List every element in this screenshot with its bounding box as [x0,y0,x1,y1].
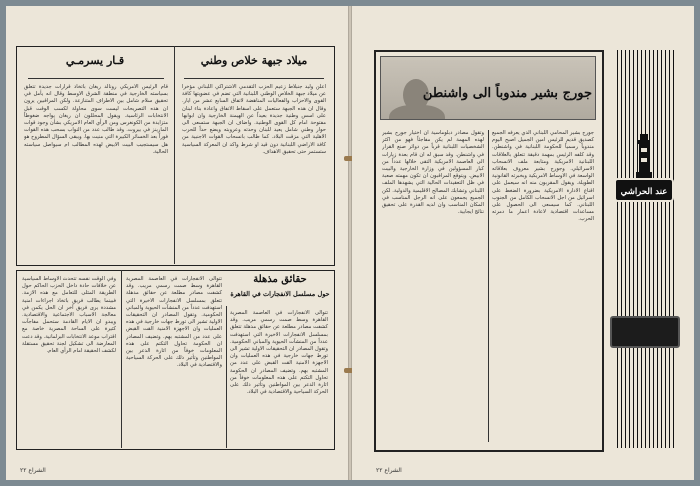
top-right-heading: ميلاد جبهة خلاص وطني [200,54,308,67]
top-left-article-text: قام الرئيس الامريكي رونالد ريغان باتخاذ قرارات جديدة تتعلق بسياسته الخارجية في منطقة الشرق الاوسط وقال انه يأمل في تحقيق سلام شامل بين الاطراف المتنازعة. ولكن المراقبين يرون ان هذه التصريحات ليست سوى محاولة لكسب الوقت قبل الانتخابات الرئاسية. ويقول المحللون ان ريغان يواجه ضغوطاً متزايدة من الكونغرس ومن الرأي العام الامريكي بشأن وجود قوات المارينز في بيروت. وقد طالب عدد من النواب بسحب هذه القوات فوراً بعد الخسائر الكبيرة التي منيت بها. ويبقى السؤال المطروح هو هل سيستجيب البيت الابيض لهذه المطالب ام سيواصل سياسته الحالية. [24,84,168,155]
top-column-divider [174,46,175,264]
top-right-article-text: اعلن وليد جنبلاط زعيم الحزب التقدمي الاشتراكي اللبناني مؤخراً عن ميلاد جبهة الخلاص الوطني اللبنانية التي تضم في عضويتها كافة القوى والاحزاب والفعاليات المناهضة لاتفاق السابع عشر من ايار. وقال ان هذه الجبهة ستعمل على اسقاط الاتفاق واعادة بناء لبنان على اسس وطنية جديدة بعيداً عن الهيمنة الخارجية وان ابوابها مفتوحة امام كل القوى الوطنية. واضاف ان الجبهة ستسعى الى حوار وطني شامل يعيد للبنان وحدته وعروبته ويضع حداً للحرب الاهلية التي مزقت البلاد. كما طالب بانسحاب القوات الاجنبية من كافة الاراضي اللبنانية دون قيد او شرط واكد ان المعركة السياسية ستستمر حتى تحقيق الاهداف. [182,84,326,155]
bottom-right-heading-2: حول مسلسل الانفجارات في القاهرة [230,290,330,298]
black-label-box [610,316,680,348]
top-left-heading: قـار يسرمـي [65,54,125,67]
top-right-heading-rule [184,78,324,79]
right-article-text-col-1: جورج بشير المحامي اللبناني الذي يعرفه الجميع كصديق قديم للرئيس امين الجميل اصبح اليوم مندوباً رسمياً للحكومة اللبنانية في واشنطن. وقد كلفه الرئيس بمهمة دقيقة تتعلق بالعلاقات اللبنانية الامريكية ومتابعة ملف الانسحاب الاسرائيلي. وجورج بشير معروف بعلاقاته الواسعة في الاوساط الامريكية وبخبرته القانونية الطويلة. ويقول المقربون منه انه سيعمل على اقناع الادارة الامريكية بضرورة الضغط على اسرائيل من اجل الانسحاب الكامل من الجنوب اللبناني. كما سيسعى الى الحصول على مساعدات اقتصادية لاعادة اعمار ما دمرته الحرب. [492,130,594,223]
bottom-left-article-text: وفي الوقت نفسه تتحدث الاوساط السياسية عن خلافات حادة داخل الحزب الحاكم حول الطريقة المثلى للتعامل مع هذه الازمة. فبينما يطالب فريق باتخاذ اجراءات امنية مشددة يرى فريق آخر ان الحل يكمن في معالجة الاسباب الاجتماعية والاقتصادية. ويبدو ان الايام القادمة ستحمل مفاجآت كثيرة على الساحة المصرية خاصة مع اقتراب موعد الانتخابات البرلمانية. وقد دعت المعارضة الى تشكيل لجنة تحقيق مستقلة لكشف الحقيقة امام الرأي العام. [22,276,116,355]
bottom-right-heading-1: حقائق مذهلة [253,274,307,285]
right-column-divider [488,130,489,442]
bottom-far-right-article-text: تتوالى الانفجارات في العاصمة المصرية القاهرة وسط صمت رسمي مريب. وقد كشفت مصادر مطلعة عن حقائق مذهلة تتعلق بمسلسل الانفجارات الاخيرة التي استهدفت عدداً من المنشآت الحيوية والمباني الحكومية. وتقول المصادر ان التحقيقات الاولية تشير الى تورط جهات خارجية في هذه العمليات وان الاجهزة الامنية القت القبض على عدد من المشتبه بهم. وتضيف المصادر ان الحكومة تحاول التكتم على هذه المعلومات خوفاً من اثارة الذعر بين المواطنين وتأثير ذلك على الحركة السياحية والاقتصادية في البلاد. [230,310,328,396]
decorative-stripe-panel [614,50,674,448]
top-left-heading-rule [28,78,164,79]
left-page-folio: الشراع ٢٢ [20,467,46,474]
right-page [352,6,694,480]
bottom-column-divider-2 [226,306,227,448]
right-page-folio: الشراع ٢٢ [376,467,402,474]
column-badge-label: عند الحراشي [620,187,668,197]
right-article-text-col-2: وتقول مصادر دبلوماسية ان اختيار جورج بشير لهذه المهمة لم يكن مفاجئاً فهو من اكثر الشخصيات اللبنانية قرباً من دوائر صنع القرار في واشنطن. وقد سبق له ان قام بعدة زيارات الى العاصمة الامريكية التقى خلالها عدداً من كبار المسؤولين في وزارة الخارجية والبيت الابيض. ويتوقع المراقبون ان تكون مهمته صعبة في ظل التعقيدات الحالية التي يشهدها الملف اللبناني وتشابك المصالح الاقليمية والدولية. لكن الجميع يجمعون على انه الرجل المناسب في المكان المناسب وان لديه القدرة على تحقيق نتائج ايجابية. [382,130,484,216]
left-page [6,6,348,480]
article-headline: جورج بشير مندوباً الى واشنطن [422,86,592,101]
bottom-right-article-text: تتوالى الانفجارات في العاصمة المصرية القاهرة وسط صمت رسمي مريب. وقد كشفت مصادر مطلعة عن حقائق مذهلة تتعلق بمسلسل الانفجارات الاخيرة التي استهدفت عدداً من المنشآت الحيوية والمباني الحكومية. وتقول المصادر ان التحقيقات الاولية تشير الى تورط جهات خارجية في هذه العمليات وان الاجهزة الامنية القت القبض على عدد من المشتبه بهم. وتضيف المصادر ان الحكومة تحاول التكتم على هذه المعلومات خوفاً من اثارة الذعر بين المواطنين وتأثير ذلك على الحركة السياحية والاقتصادية في البلاد. [126,276,222,369]
portrait-shoulders [389,105,445,120]
lighthouse-icon [634,134,654,178]
magazine-spread [6,6,694,480]
bottom-column-divider-1 [121,270,122,448]
column-badge [614,178,674,202]
